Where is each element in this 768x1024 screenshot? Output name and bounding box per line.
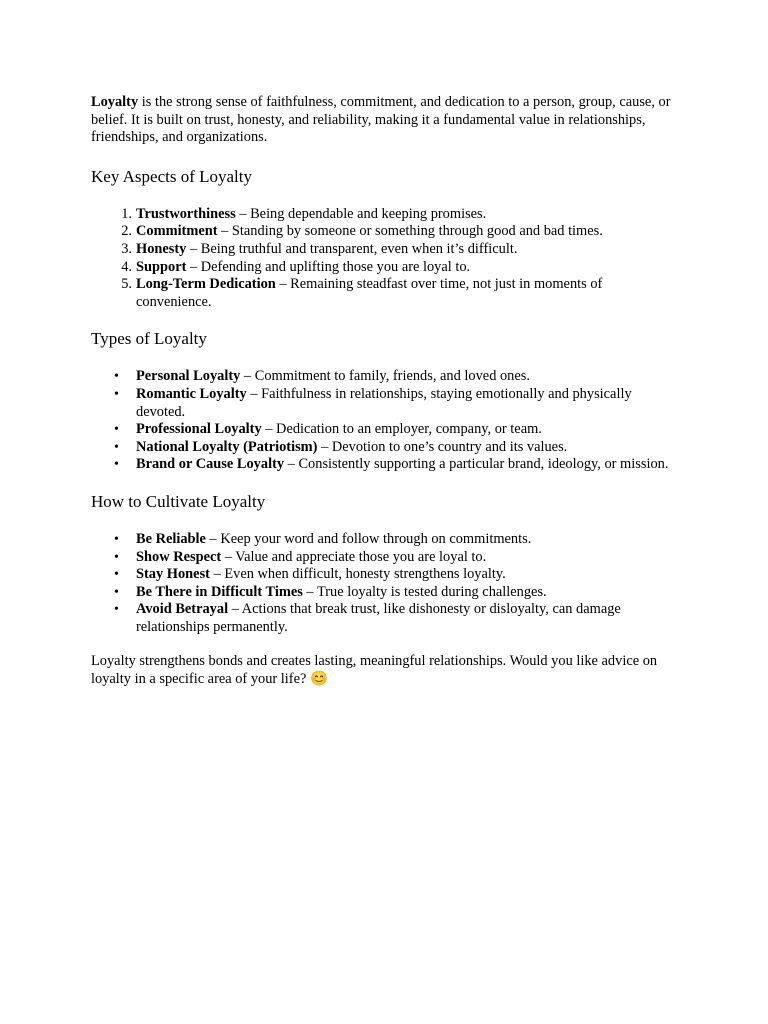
item-term: Brand or Cause Loyalty: [136, 456, 285, 473]
item-term: Support: [136, 258, 187, 275]
item-term: Be Reliable: [136, 530, 206, 547]
list-number: 1.: [121, 205, 132, 222]
list-item: [121, 240, 678, 259]
bullet-icon: •: [114, 549, 119, 565]
item-term: Honesty: [136, 240, 187, 257]
list-number: 5.: [121, 276, 132, 293]
key-aspects-list: [91, 206, 678, 312]
item-text: – Commitment to family, friends, and loved ones.: [240, 368, 530, 385]
item-text: – Standing by someone or something through good and bad times.: [217, 223, 603, 240]
closing-paragraph: Loyalty strengthens bonds and creates lasting, meaningful relationships. Would you like advice on loyalty in a specific area of your life? 😊: [91, 653, 658, 688]
list-number: 2.: [121, 223, 132, 240]
bullet-icon: •: [114, 531, 119, 547]
item-text: – Faithfulness in relationships, staying emotionally and physically devoted.: [136, 385, 632, 420]
item-text: – Dedication to an employer, company, or team.: [261, 421, 542, 438]
types-list: [91, 368, 678, 474]
list-number: 4.: [121, 258, 132, 275]
item-text: – True loyalty is tested during challenges.: [302, 583, 547, 600]
list-item: [114, 530, 678, 549]
item-term: Stay Honest: [136, 566, 210, 583]
item-text: – Keep your word and follow through on commitments.: [205, 530, 532, 547]
list-item: [121, 223, 678, 241]
bullet-icon: •: [114, 584, 119, 600]
bullet-icon: •: [114, 422, 119, 438]
list-item: [121, 276, 678, 311]
bullet-icon: •: [114, 386, 119, 402]
item-text: – Value and appreciate those you are loyal to.: [221, 548, 487, 565]
list-item: [114, 548, 678, 567]
item-term: Trustworthiness: [136, 205, 236, 222]
heading-key-aspects: Key Aspects of Loyalty: [91, 166, 252, 186]
item-term: Long-Term Dedication: [136, 276, 276, 293]
item-term: Be There in Difficult Times: [136, 583, 303, 600]
list-item: [114, 601, 678, 636]
intro-paragraph: [91, 94, 678, 147]
item-text: – Being truthful and transparent, even when it’s difficult.: [186, 240, 518, 257]
item-term: National Loyalty (Patriotism): [136, 438, 318, 455]
item-text: – Consistently supporting a particular brand, ideology, or mission.: [284, 456, 669, 473]
list-item: [114, 368, 678, 386]
item-text: – Devotion to one’s country and its values.: [317, 438, 568, 455]
list-number: 3.: [121, 240, 132, 257]
cultivate-list: [91, 531, 678, 637]
item-text: – Remaining steadfast over time, not just in moments of convenience.: [136, 276, 603, 310]
intro-term: Loyalty: [91, 94, 139, 110]
item-term: Commitment: [136, 223, 218, 240]
item-text: – Being dependable and keeping promises.: [235, 205, 487, 222]
item-text: – Actions that break trust, like dishonesty or disloyalty, can damage relationships permanently.: [136, 601, 621, 635]
item-term: Professional Loyalty: [136, 421, 262, 438]
bullet-icon: •: [114, 457, 119, 473]
list-item: [121, 205, 678, 224]
bullet-icon: •: [114, 369, 119, 385]
list-item: [114, 456, 678, 474]
bullet-icon: •: [114, 567, 119, 583]
list-item: [121, 258, 678, 277]
item-term: Show Respect: [136, 548, 222, 565]
bullet-icon: •: [114, 602, 119, 618]
item-text: – Even when difficult, honesty strengthens loyalty.: [209, 566, 506, 583]
list-item: [114, 385, 678, 421]
intro-text: is the strong sense of faithfulness, commitment, and dedication to a person, group, cause, or belief. It is built on trust, honesty, and reliability, making it a fundamental value in relationships, friendships, and organizations.: [91, 94, 671, 146]
heading-cultivate: How to Cultivate Loyalty: [91, 491, 266, 511]
heading-types: Types of Loyalty: [91, 329, 207, 349]
item-term: Personal Loyalty: [136, 368, 241, 385]
list-item: [114, 583, 678, 602]
item-text: – Defending and uplifting those you are loyal to.: [186, 258, 471, 275]
list-item: [114, 566, 678, 584]
list-item: [114, 438, 678, 457]
bullet-icon: •: [114, 439, 119, 455]
list-item: [114, 421, 678, 439]
item-term: Avoid Betrayal: [136, 601, 229, 618]
item-term: Romantic Loyalty: [136, 385, 247, 402]
